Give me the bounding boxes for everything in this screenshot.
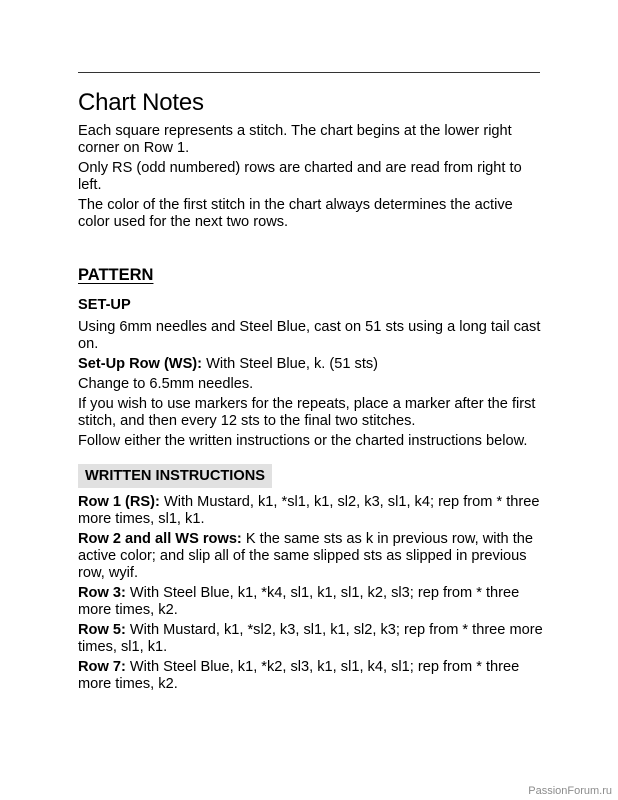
- instruction-row-label: Row 5:: [78, 622, 126, 638]
- watermark: PassionForum.ru: [528, 785, 612, 797]
- chart-notes-paragraph-2: Only RS (odd numbered) rows are charted and are read from right to left.: [78, 160, 522, 193]
- setup-row-text: With Steel Blue, k. (51 sts): [202, 356, 379, 372]
- instruction-row-label: Row 7:: [78, 659, 126, 675]
- instruction-row: [78, 622, 548, 656]
- written-instructions-banner: WRITTEN INSTRUCTIONS: [78, 464, 272, 488]
- setup-row: [78, 356, 548, 373]
- setup-title: SET-UP: [78, 297, 131, 313]
- instruction-row-text: With Steel Blue, k1, *k4, sl1, k1, sl1, k2, sl3; rep from * three more times, k2.: [78, 585, 520, 618]
- top-divider: [78, 72, 540, 73]
- setup-follow: Follow either the written instructions or the charted instructions below.: [78, 433, 528, 449]
- setup-row-label: Set-Up Row (WS):: [78, 356, 203, 372]
- instruction-row-text: With Steel Blue, k1, *k2, sl3, k1, sl1, k4, sl1; rep from * three more times, k2.: [78, 659, 520, 692]
- setup-markers: If you wish to use markers for the repeats, place a marker after the first stitch, and then every 12 sts to the final two stitches.: [78, 396, 536, 429]
- instruction-row-text: With Mustard, k1, *sl2, k3, sl1, k1, sl2, k3; rep from * three more times, sl1, k1.: [78, 622, 543, 655]
- instruction-row-label: Row 1 (RS):: [78, 494, 160, 510]
- chart-notes-title: Chart Notes: [78, 89, 204, 116]
- instruction-row-text: With Mustard, k1, *sl1, k1, sl2, k3, sl1, k4; rep from * three more times, sl1, k1.: [78, 494, 540, 527]
- setup-change-needles: Change to 6.5mm needles.: [78, 376, 254, 392]
- instruction-row: [78, 531, 548, 582]
- instruction-row-label: Row 3:: [78, 585, 126, 601]
- instruction-row: [78, 585, 548, 619]
- chart-notes-paragraph-1: Each square represents a stitch. The chart begins at the lower right corner on Row 1.: [78, 123, 512, 156]
- setup-cast-on: Using 6mm needles and Steel Blue, cast on 51 sts using a long tail cast on.: [78, 319, 541, 352]
- page-content: [78, 88, 548, 696]
- pattern-title: PATTERN: [78, 266, 154, 284]
- instruction-row: [78, 659, 548, 693]
- chart-notes-paragraph-3: The color of the first stitch in the chart always determines the active color used for the next two rows.: [78, 197, 513, 230]
- instruction-row: [78, 494, 548, 528]
- instruction-row-text: K the same sts as k in previous row, with the active color; and slip all of the same slipped sts as slipped in previous row, wyif.: [78, 531, 533, 581]
- instruction-row-label: Row 2 and all WS rows:: [78, 531, 242, 547]
